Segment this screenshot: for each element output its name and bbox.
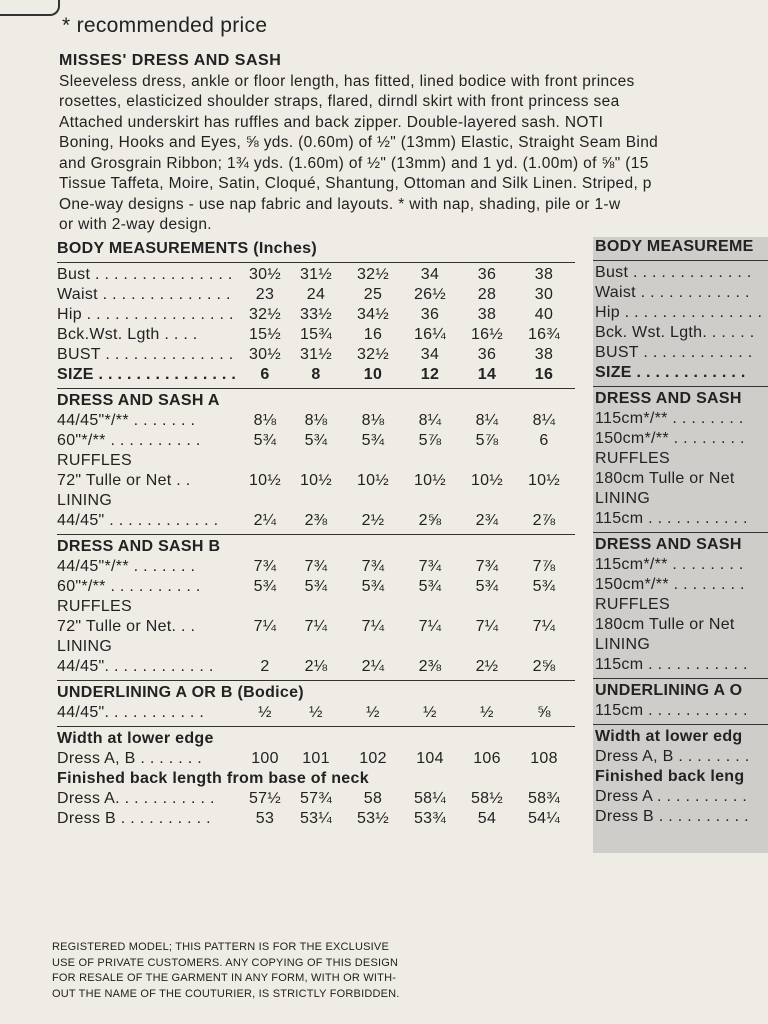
row-value: 31½ <box>299 266 333 283</box>
row-label: RUFFLES <box>57 598 132 615</box>
metric-row-label: 150cm*/** . . . . . . . . <box>595 576 745 593</box>
row-value: 16¾ <box>527 326 561 343</box>
table-row <box>57 305 575 325</box>
metric-row-label: 180cm Tulle or Net <box>595 470 735 487</box>
metric-section-title: DRESS AND SASH <box>595 536 742 553</box>
row-value: 5¾ <box>304 432 328 449</box>
row-value: 7¼ <box>304 618 328 635</box>
row-value: 57¾ <box>299 790 333 807</box>
row-value: 58½ <box>470 790 504 807</box>
row-value: 58 <box>363 790 383 807</box>
row-value: 7⅞ <box>532 558 556 575</box>
metric-row-label: 115cm*/** . . . . . . . . <box>595 556 744 573</box>
row-value: 33½ <box>299 306 333 323</box>
table-divider <box>57 534 575 535</box>
table-row <box>57 557 575 577</box>
row-value: 16 <box>363 326 383 343</box>
row-value: 100 <box>251 750 279 767</box>
metric-row-label: 115cm . . . . . . . . . . . <box>595 656 748 673</box>
row-value: 30 <box>534 286 554 303</box>
row-label: LINING <box>57 492 113 509</box>
table-row <box>57 597 575 617</box>
metric-row-label: 115cm . . . . . . . . . . . <box>595 702 748 719</box>
table-divider <box>593 678 768 679</box>
table-row <box>57 749 575 769</box>
row-value: 7¾ <box>418 558 442 575</box>
section-title: DRESS AND SASH A <box>57 392 220 409</box>
legal-notice <box>52 940 400 1002</box>
row-value: 8¼ <box>418 412 442 429</box>
row-value: 36 <box>420 306 440 323</box>
row-value: 2¾ <box>475 512 499 529</box>
row-label: 72" Tulle or Net . . <box>57 472 191 489</box>
row-label: SIZE . . . . . . . . . . . . . . . <box>57 366 237 383</box>
metric-row-label: SIZE . . . . . . . . . . . . <box>595 364 746 381</box>
table-row <box>57 577 575 597</box>
row-value: 25 <box>363 286 383 303</box>
row-value: 53½ <box>356 810 390 827</box>
row-value: 7¾ <box>253 558 277 575</box>
metric-section-title: DRESS AND SASH <box>595 390 742 407</box>
row-value: 32½ <box>356 266 390 283</box>
row-value: 2⅝ <box>532 658 556 675</box>
row-value: 34 <box>420 346 440 363</box>
row-value: 8⅛ <box>361 412 385 429</box>
metric-row-label: Dress B . . . . . . . . . . <box>595 808 749 825</box>
row-value: 7¼ <box>361 618 385 635</box>
row-value: 16¼ <box>413 326 447 343</box>
row-value: 5¾ <box>253 578 277 595</box>
row-value: 53 <box>255 810 275 827</box>
row-value: 58¾ <box>527 790 561 807</box>
row-value: 10 <box>363 366 383 383</box>
row-label: RUFFLES <box>57 452 132 469</box>
table-row <box>57 411 575 431</box>
table-row <box>57 431 575 451</box>
row-value: ½ <box>423 704 437 721</box>
metric-row-label: Bck. Wst. Lgth. . . . . . <box>595 324 755 341</box>
row-label: 72" Tulle or Net. . . <box>57 618 196 635</box>
table-divider <box>593 386 768 387</box>
table-divider <box>593 532 768 533</box>
row-label: 44/45"*/** . . . . . . . <box>57 558 196 575</box>
row-value: 15½ <box>248 326 282 343</box>
section-title: DRESS AND SASH B <box>57 538 221 555</box>
metric-header: BODY MEASUREME <box>595 238 754 255</box>
row-value: 2¼ <box>361 658 385 675</box>
row-value: 16½ <box>470 326 504 343</box>
row-label: Dress B . . . . . . . . . . <box>57 810 211 827</box>
metric-row-label: Bust . . . . . . . . . . . . . <box>595 264 752 281</box>
metric-table-panel <box>593 237 768 853</box>
row-value: 2½ <box>361 512 385 529</box>
row-label: 60"*/** . . . . . . . . . . <box>57 578 201 595</box>
metric-row-label: 150cm*/** . . . . . . . . <box>595 430 745 447</box>
row-value: 53¼ <box>299 810 333 827</box>
row-value: 8⅛ <box>304 412 328 429</box>
row-value: 10½ <box>413 472 447 489</box>
table-row <box>57 285 575 305</box>
description-title: MISSES' DRESS AND SASH <box>59 52 282 69</box>
row-label: Bust . . . . . . . . . . . . . . . <box>57 266 233 283</box>
row-label: 60"*/** . . . . . . . . . . <box>57 432 201 449</box>
row-value: 5¾ <box>361 578 385 595</box>
metric-row-label: 180cm Tulle or Net <box>595 616 735 633</box>
row-value: 8 <box>311 366 321 383</box>
row-value: 5¾ <box>361 432 385 449</box>
row-value: 28 <box>477 286 497 303</box>
legal-line: FOR RESALE OF THE GARMENT IN ANY FORM, WITH OR WITH- <box>52 972 397 984</box>
row-value: 102 <box>359 750 387 767</box>
row-value: 2⅜ <box>418 658 442 675</box>
row-value: 38 <box>477 306 497 323</box>
row-value: 5¾ <box>418 578 442 595</box>
row-value: ½ <box>258 704 272 721</box>
metric-row-label: LINING <box>595 490 651 507</box>
metric-row-label: Hip . . . . . . . . . . . . . . . <box>595 304 763 321</box>
row-value: 10½ <box>248 472 282 489</box>
row-value: 5⅞ <box>475 432 499 449</box>
row-value: 101 <box>302 750 330 767</box>
row-value: 12 <box>420 366 440 383</box>
row-value: ⅝ <box>537 704 551 721</box>
row-label: Dress A, B . . . . . . . <box>57 750 203 767</box>
row-value: 36 <box>477 266 497 283</box>
section-title: UNDERLINING A OR B (Bodice) <box>57 684 304 701</box>
row-value: 16 <box>534 366 554 383</box>
row-value: ½ <box>309 704 323 721</box>
row-value: 7¼ <box>418 618 442 635</box>
row-value: 7¼ <box>532 618 556 635</box>
row-value: 5¾ <box>475 578 499 595</box>
metric-row-label: Dress A . . . . . . . . . . <box>595 788 748 805</box>
description-line: or with 2-way design. <box>59 216 212 233</box>
row-value: 54 <box>477 810 497 827</box>
metric-row-label: 115cm*/** . . . . . . . . <box>595 410 744 427</box>
row-value: 38 <box>534 346 554 363</box>
table-row <box>57 637 575 657</box>
table-row <box>57 703 575 723</box>
row-value: 54¼ <box>527 810 561 827</box>
row-value: 15¾ <box>299 326 333 343</box>
row-value: 36 <box>477 346 497 363</box>
table-row <box>57 471 575 491</box>
row-value: 34½ <box>356 306 390 323</box>
row-value: 2⅛ <box>304 658 328 675</box>
row-value: 2⅝ <box>418 512 442 529</box>
table-row <box>57 789 575 809</box>
row-value: 14 <box>477 366 497 383</box>
row-value: 104 <box>416 750 444 767</box>
row-value: 24 <box>306 286 326 303</box>
row-value: 30½ <box>248 266 282 283</box>
row-value: 10½ <box>527 472 561 489</box>
row-value: 7¼ <box>253 618 277 635</box>
metric-section-title: UNDERLINING A O <box>595 682 743 699</box>
legal-line: OUT THE NAME OF THE COUTURIER, IS STRICTLY FORBIDDEN. <box>52 987 400 1000</box>
row-label: Bck.Wst. Lgth . . . . <box>57 326 198 343</box>
row-label: BUST . . . . . . . . . . . . . . <box>57 346 234 363</box>
metric-row-label: LINING <box>595 636 651 653</box>
table-divider <box>593 724 768 725</box>
metric-row-label: 115cm . . . . . . . . . . . <box>595 510 748 527</box>
row-value: 8⅛ <box>253 412 277 429</box>
description-line: Sleeveless dress, ankle or floor length, has fitted, lined bodice with front princes <box>59 72 635 90</box>
metric-row-label: RUFFLES <box>595 450 670 467</box>
row-label: 44/45". . . . . . . . . . . <box>57 704 205 721</box>
table-divider <box>57 262 575 263</box>
row-value: 32½ <box>248 306 282 323</box>
table-divider <box>593 260 768 261</box>
row-value: 40 <box>534 306 554 323</box>
length-title: Finished back length from base of neck <box>57 770 369 787</box>
row-value: 5¾ <box>532 578 556 595</box>
metric-row-label: Waist . . . . . . . . . . . . <box>595 284 750 301</box>
recommended-price-note: * recommended price <box>62 14 268 37</box>
description-line: Tissue Taffeta, Moire, Satin, Cloqué, Shantung, Ottoman and Silk Linen. Striped, p <box>59 175 652 192</box>
metric-row-label: BUST . . . . . . . . . . . . <box>595 344 753 361</box>
row-value: 23 <box>255 286 275 303</box>
row-value: 2⅞ <box>532 512 556 529</box>
row-value: 57½ <box>248 790 282 807</box>
row-value: ½ <box>366 704 380 721</box>
width-title: Width at lower edge <box>57 730 214 747</box>
description-line: and Grosgrain Ribbon; 1¾ yds. (1.60m) of ½" (13mm) and 1 yd. (1.00m) of ⅝" (15 <box>59 154 649 172</box>
row-value: 32½ <box>356 346 390 363</box>
row-value: 5¾ <box>253 432 277 449</box>
row-value: 10½ <box>299 472 333 489</box>
table-divider <box>57 680 575 681</box>
table-divider <box>57 726 575 727</box>
legal-line: USE OF PRIVATE CUSTOMERS. ANY COPYING OF THIS DESIGN <box>52 956 399 969</box>
description-line: Attached underskirt has ruffles and back zipper. Double-layered sash. NOTI <box>59 113 604 131</box>
row-value: 2⅜ <box>304 512 328 529</box>
table-row <box>57 345 575 365</box>
row-value: 7¾ <box>304 558 328 575</box>
row-value: 2½ <box>475 658 499 675</box>
description-line: Boning, Hooks and Eyes, ⅝ yds. (0.60m) of ½" (13mm) Elastic, Straight Seam Bind <box>59 134 659 151</box>
row-label: 44/45". . . . . . . . . . . . <box>57 658 214 675</box>
row-value: 7¼ <box>475 618 499 635</box>
table-row <box>57 657 575 677</box>
row-value: 2¼ <box>253 512 277 529</box>
row-value: 5⅞ <box>418 432 442 449</box>
metric-width-title: Width at lower edg <box>595 728 743 745</box>
row-value: 2 <box>260 658 270 675</box>
metric-row-label: Dress A, B . . . . . . . . <box>595 748 750 765</box>
legal-line: REGISTERED MODEL; THIS PATTERN IS FOR THE EXCLUSIVE <box>52 941 389 953</box>
table-row <box>57 809 575 829</box>
table-row <box>57 617 575 637</box>
table-row <box>57 325 575 345</box>
row-value: 7¾ <box>475 558 499 575</box>
row-value: 31½ <box>299 346 333 363</box>
row-value: 108 <box>530 750 558 767</box>
corner-mark <box>0 0 60 16</box>
row-value: 34 <box>420 266 440 283</box>
metric-row-label: RUFFLES <box>595 596 670 613</box>
row-value: 8¼ <box>532 412 556 429</box>
row-value: 30½ <box>248 346 282 363</box>
table-row <box>57 491 575 511</box>
body-measurements-header: BODY MEASUREMENTS (Inches) <box>57 240 317 257</box>
row-value: 38 <box>534 266 554 283</box>
row-label: Hip . . . . . . . . . . . . . . . . <box>57 306 234 323</box>
row-value: 26½ <box>413 286 447 303</box>
table-divider <box>57 388 575 389</box>
row-value: 58¼ <box>413 790 447 807</box>
row-label: 44/45" . . . . . . . . . . . . <box>57 512 219 529</box>
row-value: 8¼ <box>475 412 499 429</box>
row-value: 7¾ <box>361 558 385 575</box>
row-value: 53¾ <box>413 810 447 827</box>
yardage-table <box>57 239 575 829</box>
row-label: Waist . . . . . . . . . . . . . . <box>57 286 231 303</box>
description-line: rosettes, elasticized shoulder straps, flared, dirndl skirt with front princess sea <box>59 93 620 110</box>
table-row <box>57 511 575 531</box>
row-value: ½ <box>480 704 494 721</box>
table-row <box>57 451 575 471</box>
description-line: One-way designs - use nap fabric and layouts. * with nap, shading, pile or 1-w <box>59 195 621 213</box>
row-label: Dress A. . . . . . . . . . . <box>57 790 215 807</box>
row-label: 44/45"*/** . . . . . . . <box>57 412 196 429</box>
row-label: LINING <box>57 638 113 655</box>
row-value: 6 <box>260 366 270 383</box>
row-value: 6 <box>539 432 549 449</box>
table-row <box>57 365 575 385</box>
description-block <box>59 51 768 236</box>
row-value: 106 <box>473 750 501 767</box>
row-value: 10½ <box>470 472 504 489</box>
row-value: 10½ <box>356 472 390 489</box>
row-value: 5¾ <box>304 578 328 595</box>
table-row <box>57 265 575 285</box>
metric-length-title: Finished back leng <box>595 768 745 785</box>
